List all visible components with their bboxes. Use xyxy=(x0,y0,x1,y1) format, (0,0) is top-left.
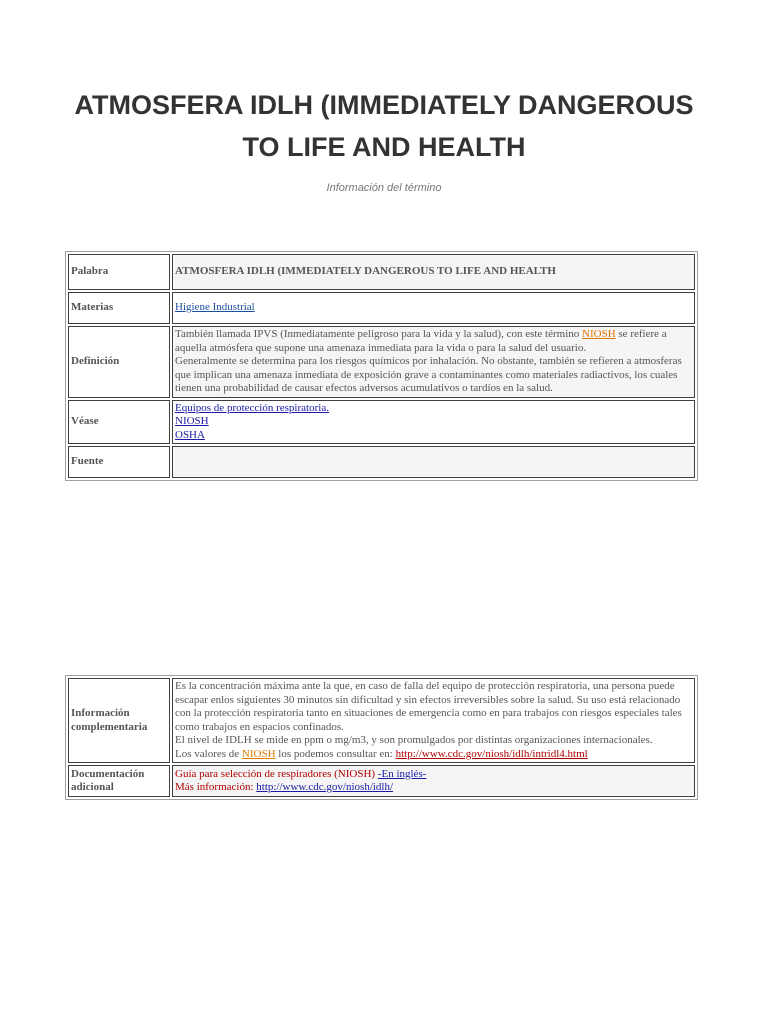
info-table xyxy=(65,675,698,800)
link-niosh-definicion[interactable]: NIOSH xyxy=(582,328,616,340)
complementaria-text-1: Es la concentración máxima ante la que, en caso de falla del equipo de protección respiratoria, una persona puede escapar enlos siguientes 30 minutos sin dificultad y sin efectos irreversibles sobre la salud. Su uso está relacionado con la protección respiratoria tanto en situaciones de emergencia como en para trabajos con riesgos especiales tales como trabajos en espacios confinados. xyxy=(175,680,682,733)
row-materias xyxy=(68,292,695,324)
link-niosh-complementaria[interactable]: NIOSH xyxy=(241,747,276,760)
label-palabra: Palabra xyxy=(68,254,170,290)
row-palabra xyxy=(68,254,695,290)
label-informacion-complementaria: Información complementaria xyxy=(68,678,170,763)
value-fuente xyxy=(172,446,695,478)
label-vease: Véase xyxy=(68,400,170,445)
complementaria-text-2: El nivel de IDLH se mide en ppm o mg/m3, y son promulgados por distintas organizaciones internacionales. xyxy=(175,734,653,746)
definicion-text-1: También llamada IPVS (Inmediatamente peligroso para la vida y la salud), con este término xyxy=(175,328,583,340)
more-info-text: Más información: xyxy=(175,781,257,793)
value-documentacion-adicional xyxy=(172,765,695,797)
value-definicion xyxy=(172,326,695,398)
value-palabra: ATMOSFERA IDLH (IMMEDIATELY DANGEROUS TO LIFE AND HEALTH xyxy=(172,254,695,290)
row-fuente xyxy=(68,446,695,478)
link-en-ingles[interactable]: -En inglés- xyxy=(377,767,427,780)
guide-text: Guía para selección de respiradores (NIOSH) xyxy=(175,767,378,780)
row-documentacion-adicional xyxy=(68,765,695,797)
complementaria-text-4: los podemos consultar en: xyxy=(275,747,396,760)
label-definicion: Definición xyxy=(68,326,170,398)
value-vease xyxy=(172,400,695,445)
link-osha[interactable]: OSHA xyxy=(175,428,205,441)
row-vease xyxy=(68,400,695,445)
label-materias: Materias xyxy=(68,292,170,324)
row-definicion xyxy=(68,326,695,398)
term-table xyxy=(65,251,698,481)
page-title: ATMOSFERA IDLH (IMMEDIATELY DANGEROUS TO LIFE AND HEALTH xyxy=(74,90,694,162)
page-subtitle: Información del término xyxy=(326,182,442,194)
definicion-text-2: se refiere a aquella atmósfera que supone una amenaza inmediata para la vida o para la salud del usuario. xyxy=(175,328,667,354)
label-documentacion-adicional: Documentación adicional xyxy=(68,765,170,797)
row-informacion-complementaria xyxy=(68,678,695,763)
value-materias xyxy=(172,292,695,324)
value-informacion-complementaria xyxy=(172,678,695,763)
definicion-text-3: Generalmente se determina para los riesgos químicos por inhalación. No obstante, también se refieren a atmosferas que implican una amenaza inmediata de exposición grave a contaminantes como materiales radiactivos, los cuales tienen una probabilidad de causar efectos adversos acumulativos o tardíos en la salud. xyxy=(175,355,682,394)
label-fuente: Fuente xyxy=(68,446,170,478)
link-niosh-idlh[interactable]: http://www.cdc.gov/niosh/idlh/ xyxy=(256,781,394,793)
link-higiene-industrial[interactable]: Higiene Industrial xyxy=(175,301,255,314)
link-niosh[interactable]: NIOSH xyxy=(175,415,209,427)
link-intridl4[interactable]: http://www.cdc.gov/niosh/idlh/intridl4.html xyxy=(395,747,588,760)
complementaria-text-3: Los valores de xyxy=(175,747,242,760)
link-equipos-proteccion[interactable]: Equipos de protección respiratoria. xyxy=(175,401,329,414)
